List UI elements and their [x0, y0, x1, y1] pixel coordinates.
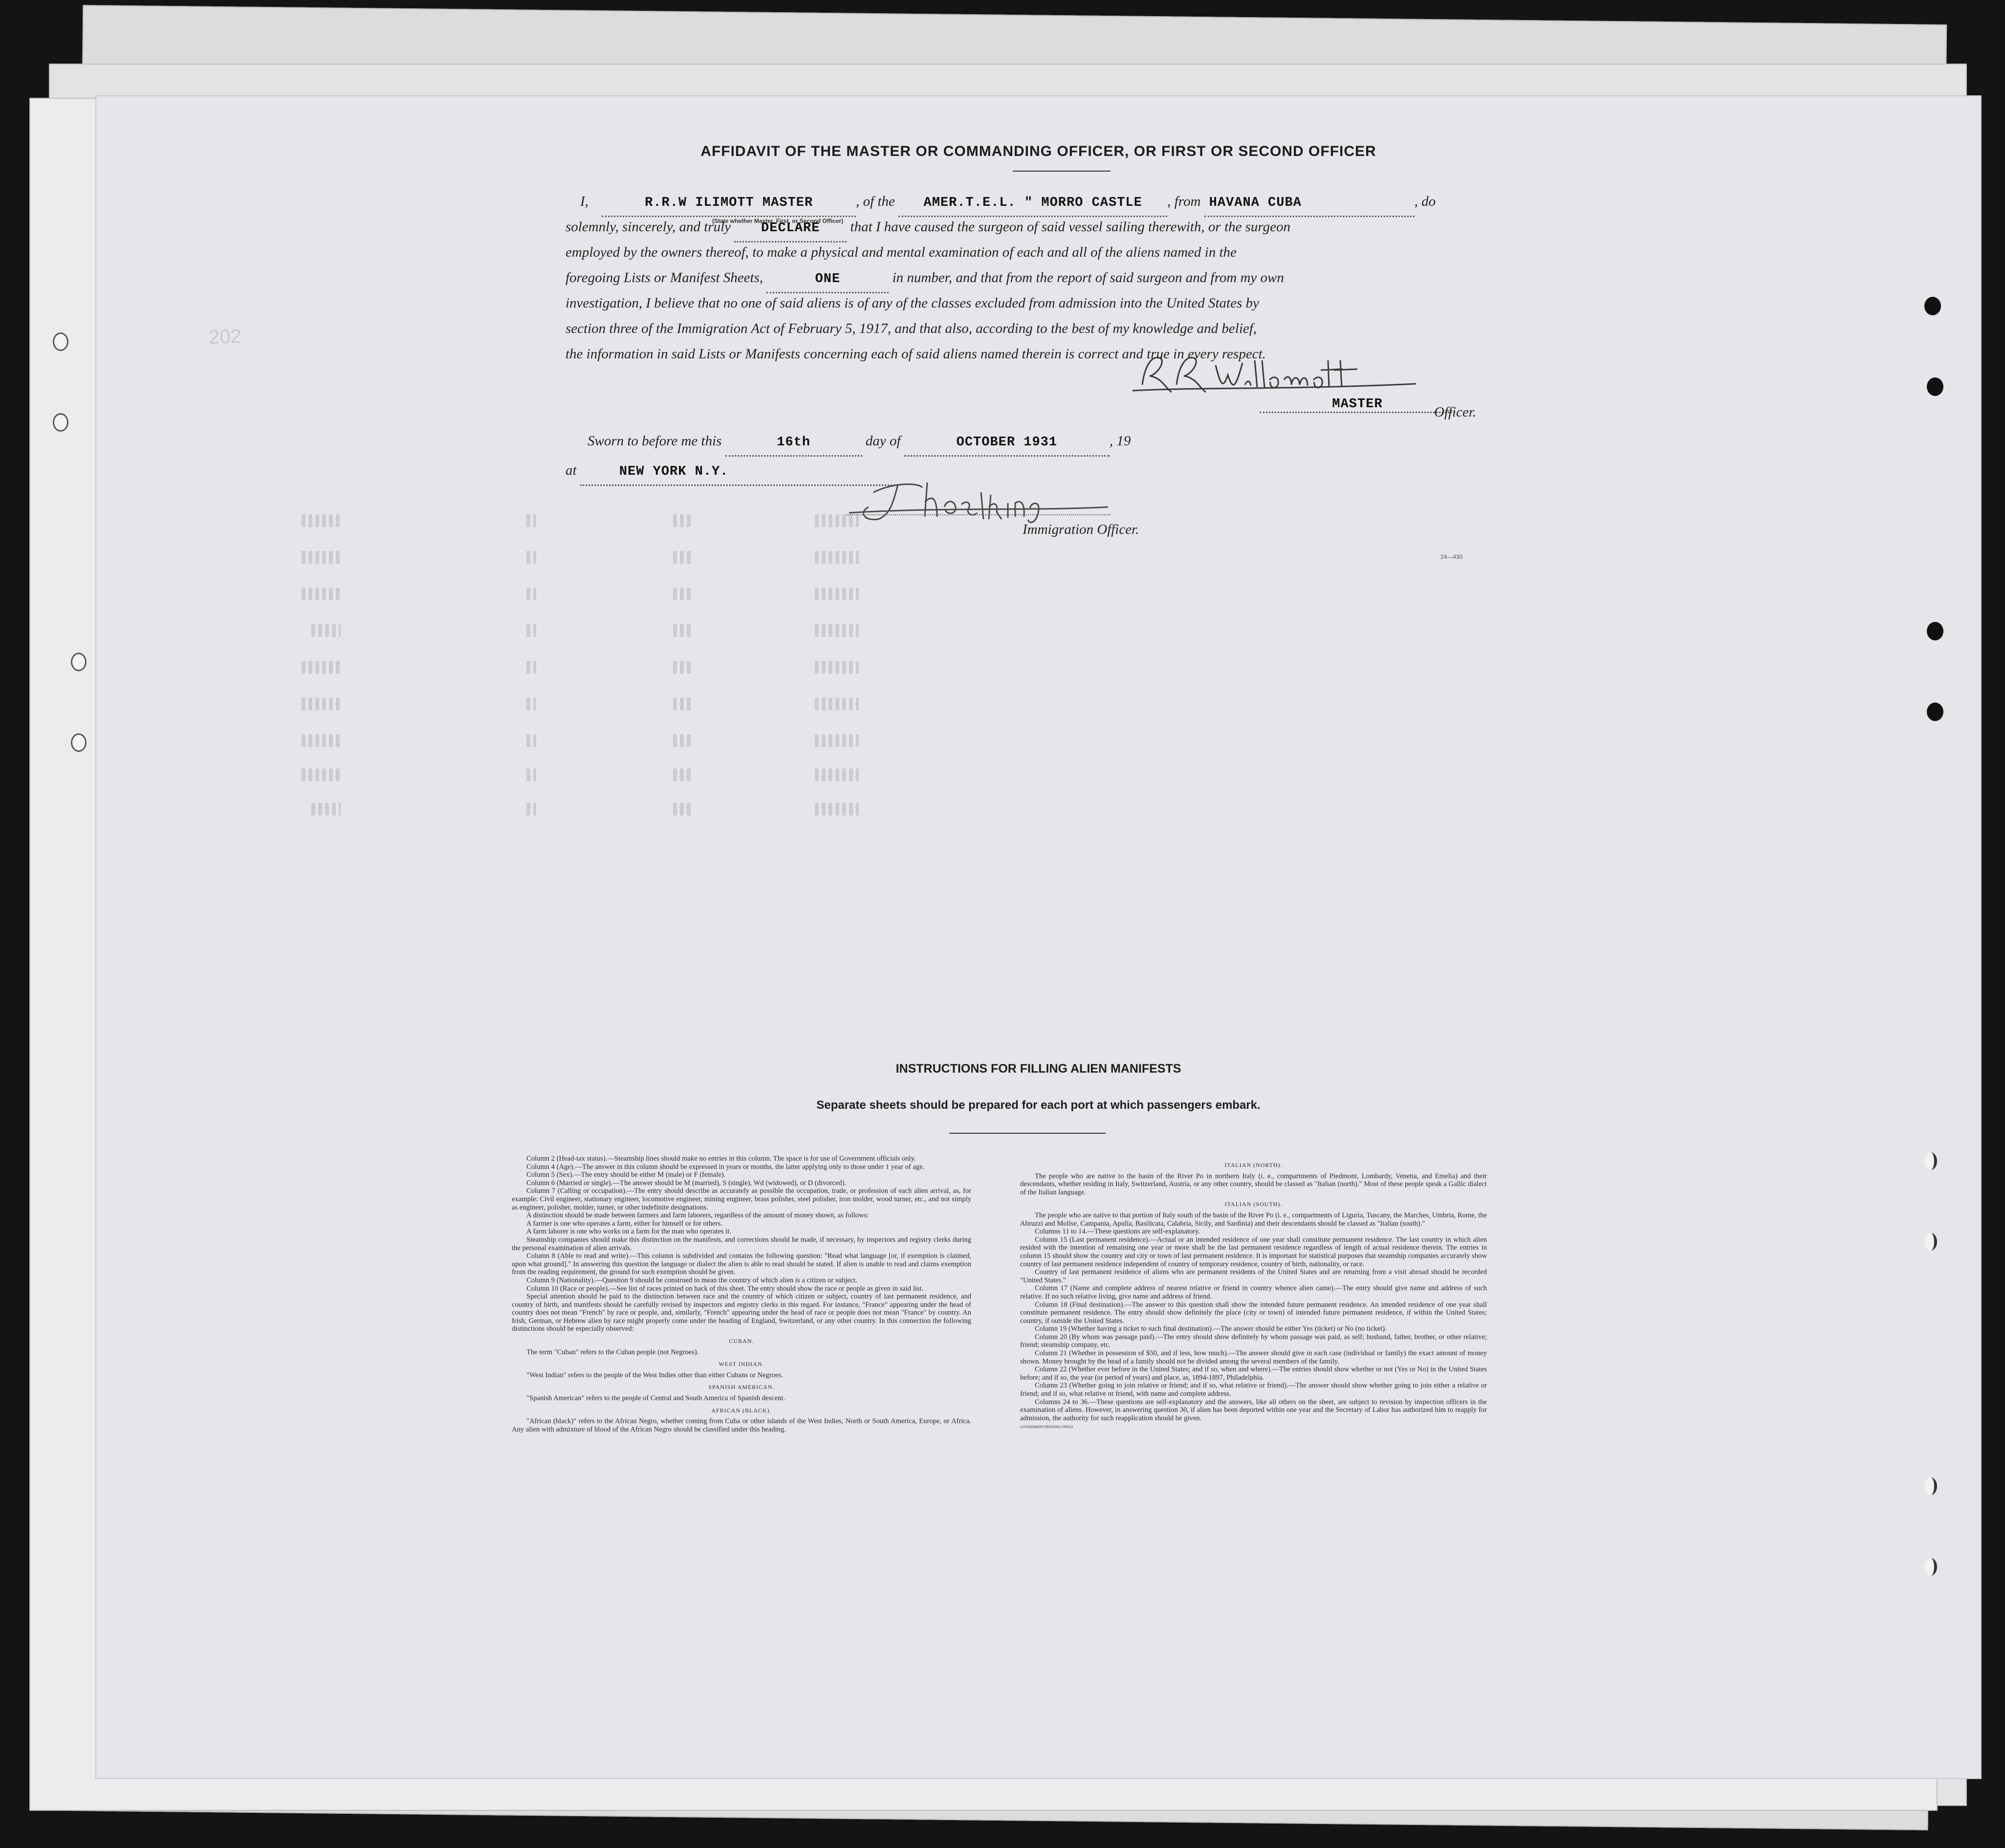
master-signature — [1123, 346, 1426, 399]
affidavit-line-1 — [566, 189, 1504, 217]
binder-hole — [1927, 703, 1943, 721]
ghost-row — [302, 734, 1064, 748]
port-from-field: HAVANA CUBA — [1204, 191, 1415, 217]
inspector-label: Immigration Officer. — [1023, 522, 1139, 537]
right-instruction-paragraph: Column 22 (Whether ever before in the United States; and if so, when and where).—The entries should show whether or not (Yes or No) in the United States before; and if so, the year (or period of years) and place, as, 1894-1897, Philadelphia. — [1020, 1365, 1487, 1382]
ghost-row — [302, 624, 1064, 638]
italian-south-text: The people who are native to that portion of Italy south of the basin of the River Po (i. e., compartments of Liguria, Tuscany, the Marches, Umbria, Rome, the Abruzzi and Molise, Campania, Apulia, Basilicata, Calabria, Sicily, and Sardinia) and their descendants should be classed as "Italian (south)." — [1020, 1211, 1487, 1228]
ghost-row — [302, 514, 1064, 528]
left-instruction-paragraph: Column 5 (Sex).—The entry should be either M (male) or F (female). — [526, 1171, 726, 1179]
officer-rank-field: MASTER — [1260, 397, 1455, 413]
sheets-count-field: ONE — [766, 267, 889, 293]
text: , of the — [856, 194, 895, 209]
west-indian-heading: WEST INDIAN. — [719, 1361, 764, 1368]
left-instruction-paragraph: A distinction should be made between farmers and farm laborers, regardless of the amount of money shown, as follows: — [526, 1211, 869, 1220]
text: solemnly, sincerely, and truly — [566, 219, 731, 235]
spanish-american-heading: SPANISH AMERICAN. — [708, 1384, 775, 1391]
ghost-row — [302, 588, 1064, 601]
binder-hole — [71, 653, 87, 671]
right-instruction-paragraph: Column 21 (Whether in possession of $50, and if less, how much).—The answer should give in each case (individual or family) the exact amount of money shown. Money brought by the head of a family should not be divided among the several members of the family. — [1020, 1349, 1487, 1365]
ghost-row — [302, 769, 1064, 782]
binder-hole — [1927, 377, 1943, 396]
declare-field: DECLARE — [734, 216, 847, 242]
master-name-field: R.R.W ILIMOTT MASTER — [602, 191, 856, 217]
text: Sworn to before me this — [588, 433, 722, 449]
text: I, — [580, 194, 588, 209]
binder-hole — [1924, 1477, 1937, 1495]
left-instruction-paragraph: Column 4 (Age).—The answer in this column should be expressed in years or months, the latter applying only to those under 1 year of age. — [526, 1163, 925, 1171]
title-rule — [1013, 171, 1111, 172]
affidavit-title: AFFIDAVIT OF THE MASTER OR COMMANDING OFFICER, OR FIRST OR SECOND OFFICER — [700, 143, 1376, 159]
right-instruction-paragraph: Columns 24 to 36.—These questions are self-explanatory and the answers, like all others on the sheet, are subject to revision by inspection officers in the examination of aliens. However, in answering question 30, if alien has been deported within one year and the Secretary of Labor has authorized him to reapply for admission, the authority for such reapplication should be given. — [1020, 1398, 1487, 1422]
text: in number, and that from the report of said surgeon and from my own — [892, 270, 1284, 286]
binder-hole — [1924, 1233, 1937, 1251]
west-indian-text: "West Indian" refers to the people of the West Indies other than either Cubans or Negroes. — [526, 1371, 783, 1379]
left-instruction-paragraph: Column 7 (Calling or occupation).—The entry should describe as accurately as possible the occupation, trade, or profession of each alien arrival, as, for example: Civil engineer, stationary engineer, locomotive engineer, mining engineer, brass polisher, steel polisher, iron molder, wood turner, etc., and not simply as engineer, polisher, molder, turner, or other indefinite designations. — [512, 1187, 971, 1211]
ghost-row — [302, 803, 1064, 816]
right-instruction-paragraph: Column 19 (Whether having a ticket to such final destination).—The answer should be either Yes (ticket) or No (no ticket). — [1035, 1325, 1387, 1333]
affidavit-line-2 — [566, 215, 1504, 242]
african-text: "African (black)" refers to the African Negro, whether coming from Cuba or other islands of the West Indies, North or South America, Europe, or Africa. Any alien with admixture of blood of the African Negro should be classified under this heading. — [512, 1417, 971, 1433]
italian-north-heading: ITALIAN (NORTH). — [1224, 1162, 1283, 1168]
spanish-american-text: "Spanish American" refers to the people of Central and South America of Spanish descent. — [526, 1394, 785, 1403]
sworn-day-field: 16th — [725, 430, 862, 457]
instructions-rule — [949, 1133, 1106, 1134]
affidavit-line-6: section three of the Immigration Act of February 5, 1917, and that also, according to the best of my knowledge and belief, — [566, 321, 1257, 336]
italian-south-heading: ITALIAN (SOUTH). — [1224, 1201, 1283, 1208]
left-instruction-paragraph: Column 6 (Married or single).—The answer should be M (married), S (single), Wd (widowed), or D (divorced). — [526, 1179, 847, 1187]
right-paragraphs — [1020, 1228, 1487, 1422]
binder-hole — [1924, 1558, 1937, 1576]
left-instruction-paragraph: A farm laborer is one who works on a farm for the man who operates it. — [526, 1228, 732, 1236]
ghost-row — [302, 551, 1064, 565]
right-instruction-paragraph: Column 18 (Final destination).—The answer to this question shall show the intended future permanent residence. An intended residence of one year shall constitute permanent residence. The entry should show definitely the place (city or town) of intended future permanent residence, if within the United States; country, if outside the United States. — [1020, 1300, 1487, 1325]
text: , 19 — [1109, 433, 1131, 449]
cuban-heading: CUBAN. — [729, 1338, 754, 1345]
left-paragraphs — [512, 1155, 971, 1333]
printer-imprint: GOVERNMENT PRINTING OFFICE — [1020, 1425, 1074, 1430]
binder-hole — [1924, 297, 1941, 315]
right-instruction-paragraph: Column 17 (Name and complete address of nearest relative or friend in country whence alien came).—The entry should give name and address of such relative. If no such relative living, give name and address of friend. — [1020, 1284, 1487, 1300]
right-instruction-paragraph: Columns 11 to 14.—These questions are self-explanatory. — [1035, 1228, 1200, 1236]
text: , from — [1167, 194, 1201, 209]
text: day of — [865, 433, 901, 449]
left-instruction-paragraph: Column 8 (Able to read and write).—This column is subdivided and contains the following question: "Read what language [or, if exemption is claimed, upon what ground]." In answering this question the language or dialect the alien is able to read should be stated. If alien is unable to read and claims exemption from the reading requirement, the ground for such exemption should be given. — [512, 1252, 971, 1276]
ghost-row — [302, 698, 1064, 711]
affidavit-line-7: the information in said Lists or Manifests concerning each of said aliens named therein is correct and true in every respect. — [566, 346, 1266, 362]
binder-hole — [53, 332, 68, 351]
left-instruction-paragraph: Column 9 (Nationality).—Question 9 should be construed to mean the country of which alien is a citizen or subject. — [526, 1276, 857, 1284]
state-officer-note: (State whether Master, First, or Second Officer) — [712, 218, 844, 224]
faint-page-number: 202 — [208, 325, 242, 349]
right-instruction-paragraph: Country of last permanent residence of aliens who are permanent residents of the United States and are returning from a visit abroad should be recorded "United States." — [1020, 1268, 1487, 1284]
binder-hole — [1927, 622, 1943, 640]
binder-hole — [71, 733, 87, 752]
right-instruction-paragraph: Column 20 (By whom was passage paid).—The entry should show definitely by whom passage was paid, as self; husband, father, brother, or other relative; friend; steamship company, etc. — [1020, 1333, 1487, 1349]
text: that I have caused the surgeon of said vessel sailing therewith, or the surgeon — [850, 219, 1291, 235]
officer-label: Officer. — [1434, 404, 1477, 420]
left-instruction-paragraph: Steamship companies should make this distinction on the manifests, and corrections should be made, if necessary, by inspectors and registry clerks during the personal examination of alien arrivals. — [512, 1235, 971, 1252]
text: at — [566, 462, 577, 478]
instructions-title: INSTRUCTIONS FOR FILLING ALIEN MANIFESTS — [895, 1062, 1181, 1076]
vessel-field: AMER.T.E.L. " MORRO CASTLE — [898, 191, 1167, 217]
text: , do — [1414, 194, 1436, 209]
text: foregoing Lists or Manifest Sheets, — [566, 270, 763, 286]
cuban-text: The term "Cuban" refers to the Cuban people (not Negroes). — [526, 1348, 699, 1356]
affidavit-line-5: investigation, I believe that no one of said aliens is of any of the classes excluded from admission into the United States by — [566, 295, 1259, 311]
instructions-subtitle: Separate sheets should be prepared for each port at which passengers embark. — [816, 1099, 1261, 1112]
instructions-left-column — [512, 1155, 971, 1433]
left-instruction-paragraph: Column 10 (Race or people).—See list of races printed on back of this sheet. The entry should show the race or people as given in said list. — [526, 1284, 924, 1293]
italian-north-text: The people who are native to the basin of the River Po in northern Italy (i. e., compartments of Piedmont, Lombardy, Venetia, and Emelia) and their descendants, whether residing in Italy, Switzerland, Austria, or any other country, should be classed as "Italian (north)." Most of these people speak a Gallic dialect of the Italian language. — [1020, 1172, 1487, 1196]
affidavit-line-4 — [566, 265, 1504, 293]
place-field: NEW YORK N.Y. — [580, 460, 898, 486]
manifest-sheet — [95, 95, 1982, 1779]
left-instruction-paragraph: Special attention should be paid to the distinction between race and the country of which citizen or subject, country of last permanent residence, and country of birth, and manifests should be carefully revised by inspectors and registry clerks in this regard. For instance, "France" appearing under the head of country does not mean "French" by race or people, and, similarly, "French" appearing under the head of race or people does not mean "France" by country. An Irish, German, or Hebrew alien by race might properly come under the heading of England, Switzerland, or any other country. In this connection the following distinctions should be especially observed: — [512, 1293, 971, 1333]
binder-hole — [53, 413, 68, 432]
left-instruction-paragraph: Column 2 (Head-tax status).—Steamship lines should make no entries in this column. The space is for use of Government officials only. — [526, 1155, 916, 1163]
african-heading: AFRICAN (BLACK). — [711, 1407, 772, 1414]
left-instruction-paragraph: A farmer is one who operates a farm, either for himself or for others. — [526, 1219, 722, 1228]
sworn-line — [566, 429, 1504, 457]
right-instruction-paragraph: Column 15 (Last permanent residence).—Actual or an intended residence of one year shall constitute permanent residence. The last country in which alien resided with the intention of remaining one year or more shall be the last permanent residence regardless of length of actual residence therein. The entries in column 15 should show the country and city or town of last permanent residence. It is important for statistical purposes that steamship companies accurately show country of last permanent residence independent of country of temporary residence, country of birth, nationality, or race. — [1020, 1235, 1487, 1268]
instructions-right-column — [1020, 1157, 1487, 1431]
form-number: 24—430 — [1440, 553, 1463, 560]
affidavit-line-3: employed by the owners thereof, to make a physical and mental examination of each and all of the aliens named in the — [566, 244, 1237, 260]
ghost-row — [302, 661, 1064, 675]
sworn-month-field: OCTOBER 1931 — [904, 430, 1110, 457]
right-instruction-paragraph: Column 23 (Whether going to join relative or friend; and if so, what relative or friend).—The answer should show whether going to join either a relative or friend; and if so, what relative or friend, with name and complete address. — [1020, 1382, 1487, 1398]
binder-hole — [1924, 1152, 1937, 1170]
